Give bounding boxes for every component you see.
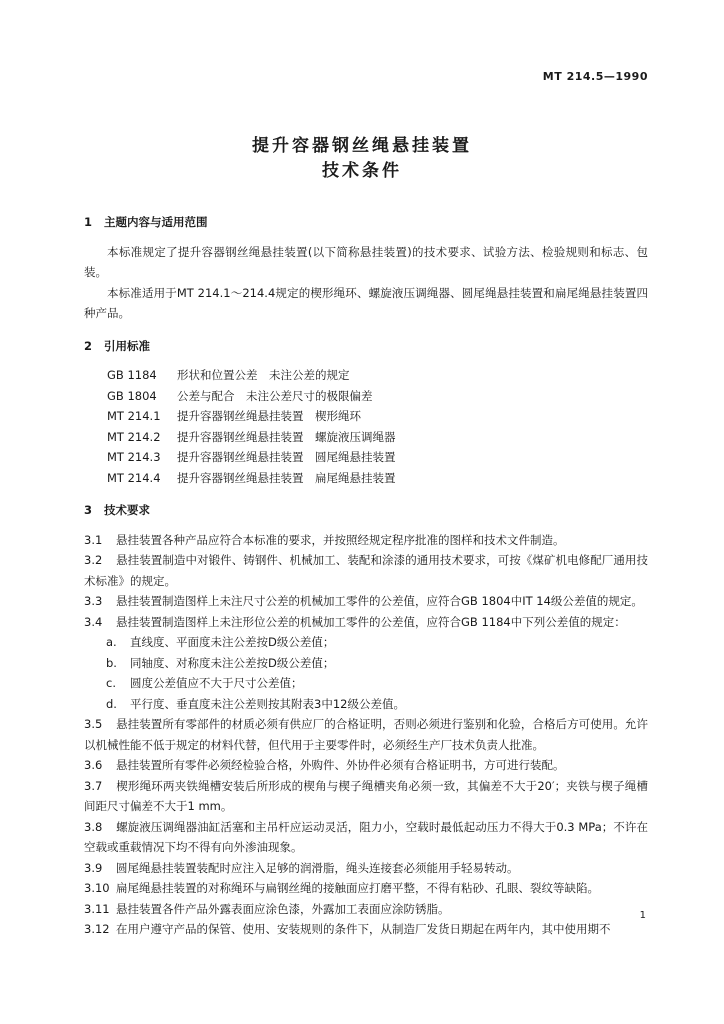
reference-code: MT 214.3	[107, 450, 161, 464]
clause-number: 3.12	[84, 922, 110, 936]
clause-3-3	[84, 591, 648, 612]
sub-item-text: 圆度公差值应不大于尺寸公差值；	[130, 676, 303, 690]
reference-item	[84, 447, 648, 468]
reference-title: 公差与配合 未注公差尺寸的极限偏差	[177, 388, 373, 403]
section-1-paragraph-1: 本标准规定了提升容器钢丝绳悬挂装置(以下简称悬挂装置)的技术要求、试验方法、检验规则和标志、包装。	[84, 244, 648, 279]
sub-item	[84, 653, 648, 674]
title-block	[0, 134, 724, 184]
reference-item	[84, 386, 648, 407]
clause-text: 扁尾绳悬挂装置的对称绳环与扁钢丝绳的接触面应打磨平整，不得有粘砂、孔眼、裂纹等缺陷。	[116, 881, 599, 895]
reference-title: 提升容器钢丝绳悬挂装置 扁尾绳悬挂装置	[177, 470, 396, 485]
reference-title: 提升容器钢丝绳悬挂装置 圆尾绳悬挂装置	[177, 450, 396, 464]
clause-number: 3.2	[84, 553, 103, 567]
clause-3-11	[84, 899, 648, 920]
sub-item	[84, 694, 648, 715]
clause-3-2	[84, 550, 648, 591]
clause-number: 3.7	[84, 778, 103, 793]
clause-number: 3.8	[84, 819, 103, 834]
clause-3-8	[84, 817, 648, 858]
clause-text: 悬挂装置各种产品应符合本标准的要求，并按照经规定程序批准的图样和技术文件制造。	[116, 532, 565, 547]
clause-number: 3.5	[84, 717, 103, 731]
sub-item-text: 直线度、平面度未注公差按D级公差值；	[130, 635, 335, 649]
section-1-heading	[84, 212, 648, 233]
clause-text: 在用户遵守产品的保管、使用、安装规则的条件下，从制造厂发货日期起在两年内，其中使用期不	[116, 922, 611, 936]
clause-text: 楔形绳环两夹铁绳槽安装后所形成的楔角与楔子绳槽夹角必须一致，其偏差不大于20′；夹铁与楔子绳槽间距尺寸偏差不大于1 mm。	[84, 778, 648, 813]
section-2-title: 引用标准	[104, 338, 150, 353]
reference-item	[84, 468, 648, 489]
section-3-heading	[84, 500, 648, 521]
clause-number: 3.1	[84, 532, 103, 547]
reference-code: MT 214.2	[107, 429, 161, 444]
clause-text: 悬挂装置制造中对锻件、铸钢件、机械加工、装配和涂漆的通用技术要求，可按《煤矿机电修配厂通用技术标准》的规定。	[84, 553, 648, 588]
section-1-number: 1	[84, 215, 93, 229]
reference-item	[84, 427, 648, 448]
section-1-title: 主题内容与适用范围	[104, 215, 208, 229]
reference-item	[84, 406, 648, 427]
document-body	[84, 212, 648, 940]
reference-code: MT 214.4	[107, 470, 161, 485]
clause-text: 悬挂装置制造图样上未注形位公差的机械加工零件的公差值，应符合GB 1184中下列公差值的规定：	[116, 614, 626, 629]
sub-item	[84, 673, 648, 694]
reference-code: MT 214.1	[107, 409, 161, 423]
clause-3-4	[84, 612, 648, 633]
clause-number: 3.6	[84, 758, 103, 772]
clause-text: 螺旋液压调绳器油缸活塞和主吊杆应运动灵活，阻力小，空载时最低起动压力不得大于0.3 MPa；不许在空载或重载情况下均不得有向外渗油现象。	[84, 819, 648, 854]
section-2-heading	[84, 336, 648, 357]
clause-3-9	[84, 858, 648, 879]
clause-number: 3.3	[84, 594, 103, 608]
clause-3-1	[84, 530, 648, 551]
sub-item-mark: a.	[106, 635, 117, 649]
section-3-number: 3	[84, 503, 93, 517]
reference-code: GB 1184	[107, 368, 157, 382]
section-1-paragraph-2: 本标准适用于MT 214.1～214.4规定的楔形绳环、螺旋液压调绳器、圆尾绳悬挂装置和扁尾绳悬挂装置四种产品。	[84, 285, 648, 320]
title-line-1: 提升容器钢丝绳悬挂装置	[252, 136, 472, 156]
clause-3-12	[84, 919, 648, 940]
reference-item	[84, 365, 648, 386]
section-3-title: 技术要求	[104, 503, 150, 517]
reference-list	[84, 365, 648, 488]
clause-number: 3.9	[84, 860, 103, 875]
reference-code: GB 1804	[107, 388, 157, 403]
clause-number: 3.10	[84, 881, 110, 895]
section-2-number: 2	[84, 338, 93, 353]
sub-item-mark: c.	[106, 676, 116, 690]
clause-text: 圆尾绳悬挂装置装配时应注入足够的润滑脂，绳头连接套必须能用手轻易转动。	[116, 860, 519, 875]
clause-text: 悬挂装置所有零件必须经检验合格，外购件、外协件必须有合格证明书，方可进行装配。	[116, 758, 565, 772]
clause-3-6	[84, 755, 648, 776]
sub-item-mark: b.	[106, 655, 117, 670]
tolerance-sub-list	[84, 632, 648, 714]
clause-3-10	[84, 878, 648, 899]
reference-title: 形状和位置公差 未注公差的规定	[177, 368, 350, 382]
clause-3-7	[84, 776, 648, 817]
clause-text: 悬挂装置制造图样上未注尺寸公差的机械加工零件的公差值，应符合GB 1804中IT 14级公差值的规定。	[116, 594, 643, 608]
reference-title: 提升容器钢丝绳悬挂装置 楔形绳环	[177, 409, 361, 423]
clause-number: 3.11	[84, 901, 110, 916]
sub-item	[84, 632, 648, 653]
clause-number: 3.4	[84, 614, 103, 629]
reference-title: 提升容器钢丝绳悬挂装置 螺旋液压调绳器	[177, 429, 396, 444]
title-line-2: 技术条件	[322, 161, 402, 181]
clause-text: 悬挂装置各件产品外露表面应涂色漆，外露加工表面应涂防锈脂。	[116, 901, 450, 916]
page-number: 1	[639, 910, 646, 921]
clause-3-5	[84, 714, 648, 755]
sub-item-mark: d.	[106, 696, 117, 711]
clause-text: 悬挂装置所有零部件的材质必须有供应厂的合格证明，否则必须进行鉴别和化验，合格后方可使用。允许以机械性能不低于规定的材料代替，但代用于主要零件时，必须经生产厂技术负责人批准。	[84, 717, 648, 752]
standard-code: MT 214.5—1990	[542, 70, 648, 83]
sub-item-text: 同轴度、对称度未注公差按D级公差值；	[130, 655, 335, 670]
sub-item-text: 平行度、垂直度未注公差则按其附表3中12级公差值。	[130, 696, 405, 711]
